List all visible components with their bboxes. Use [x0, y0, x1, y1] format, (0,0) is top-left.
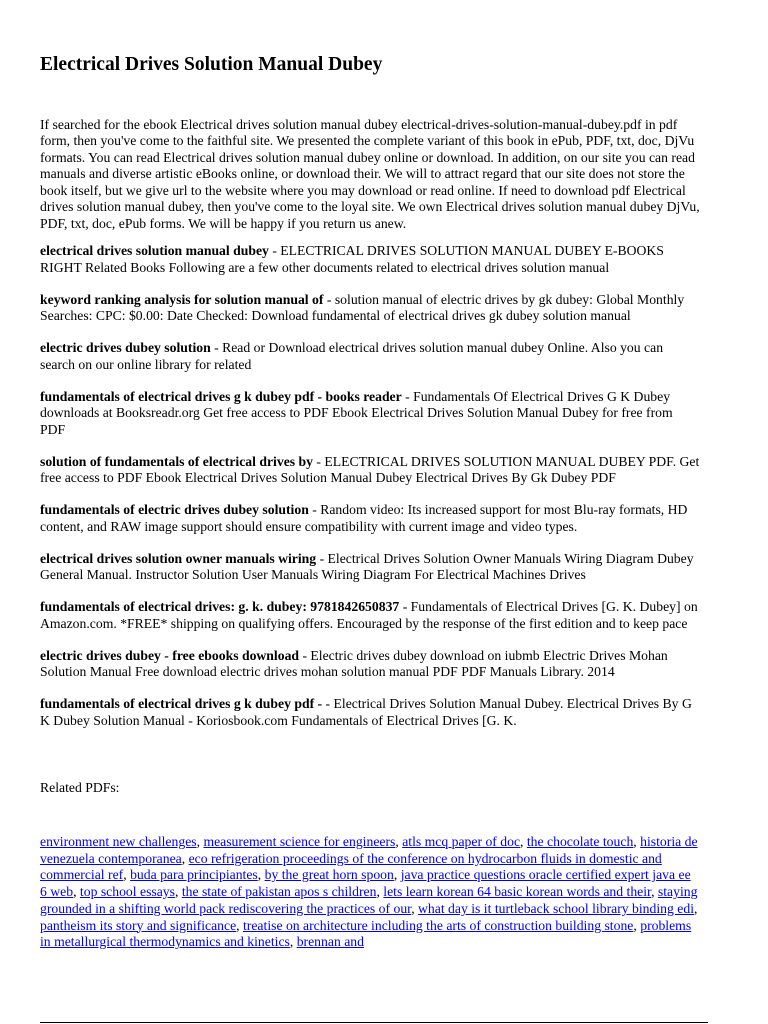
entry-heading: solution of fundamentals of electrical drives by [40, 453, 313, 469]
related-link[interactable]: measurement science for engineers [203, 834, 396, 849]
related-link[interactable]: lets learn korean 64 basic korean words and their [383, 884, 652, 900]
related-link[interactable]: top school essays [79, 884, 175, 900]
entry-item [40, 648, 700, 681]
entry-text: - Electrical Drives Solution Manual Dubey. Electrical Drives By G K Dubey Solution Manual - Koriosbook.com Fundamentals of Electrical Drives [G. K. [40, 696, 692, 728]
entry-item [40, 340, 700, 373]
entry-heading: fundamentals of electrical drives g k dubey pdf - [40, 696, 323, 711]
entry-heading: electric drives dubey solution [40, 340, 211, 355]
related-link[interactable]: treatise on architecture including the arts of construction building stone [243, 917, 634, 933]
entry-item [40, 599, 700, 632]
entry-heading: electrical drives solution manual dubey [40, 243, 269, 258]
entry-text: - Random video: Its increased support for most Blu-ray formats, HD content, and RAW image support should ensure compatibility with current image and video types. [40, 502, 688, 534]
entry-text: - solution manual of electric drives by gk dubey: Global Monthly Searches: CPC: $0.00: Date Checked: Download fundamental of electrical drives gk dubey solution manual [40, 291, 685, 323]
entry-text: - ELECTRICAL DRIVES SOLUTION MANUAL DUBEY E-BOOKS RIGHT Related Books Following are a few other documents related to electrical drives solution manual [40, 243, 664, 275]
entry-text: - Electric drives dubey download on iubmb Electric Drives Mohan Solution Manual Free download electric drives mohan solution manual PDF PDF Manuals Library. 2014 [40, 647, 668, 679]
entry-item [40, 292, 700, 325]
entry-item [40, 696, 700, 729]
related-link[interactable]: by the great horn spoon [264, 867, 394, 883]
related-link[interactable]: the chocolate touch [526, 834, 634, 849]
related-link[interactable]: java practice questions oracle certified expert java ee 6 web [40, 867, 691, 900]
related-link[interactable]: the state of pakistan apos s children [181, 884, 377, 900]
related-link[interactable]: buda para principiantes [130, 867, 258, 883]
entry-list [40, 243, 700, 745]
entry-heading: fundamentals of electrical drives g k dubey pdf - books reader [40, 388, 402, 404]
related-link[interactable]: eco refrigeration proceedings of the conference on hydrocarbon fluids in domestic and commercial ref [40, 850, 662, 883]
related-link[interactable]: historia de venezuela contemporanea [40, 834, 698, 866]
entry-item [40, 454, 700, 487]
entry-text: - Fundamentals of Electrical Drives [G. K. Dubey] on Amazon.com. *FREE* shipping on qualifying offers. Encouraged by the response of the first edition and to keep pace [40, 599, 698, 631]
related-pdfs-heading: Related PDFs: [40, 780, 120, 795]
entry-text: - ELECTRICAL DRIVES SOLUTION MANUAL DUBEY PDF. Get free access to PDF Ebook Electrical Drives Solution Manual Dubey Electrical Drives By Gk Dubey PDF [40, 453, 700, 485]
intro-paragraph: If searched for the ebook Electrical drives solution manual dubey electrical-drives-solution-manual-dubey.pdf in pdf form, then you've come to the faithful site. We presented the complete variant of this book in ePub, PDF, txt, doc, DjVu formats. You can read Electrical drives solution manual dubey online or download. In addition, on our site you can read manuals and diverse artistic eBooks online, or download their. We will to attract regard that our site does not store the book itself, but we give url to the website where you may download or read online. If need to download pdf Electrical drives solution manual dubey, then you've come to the loyal site. We own Electrical drives solution manual dubey DjVu, PDF, txt, doc, ePub forms. We will be happy if you return us anew. [40, 116, 700, 231]
page-title: Electrical Drives Solution Manual Dubey [40, 54, 383, 75]
footer-divider [40, 1022, 708, 1023]
entry-item [40, 551, 700, 584]
entry-heading: fundamentals of electric drives dubey solution [40, 502, 309, 517]
related-link[interactable]: problems in metallurgical thermodynamics and kinetics [40, 917, 692, 950]
related-links-list: environment new challenges, measurement science for engineers, atls mcq paper of doc, the chocolate touch, historia de venezuela contemporanea, eco refrigeration proceedings of the conference on hydrocarbon fluids in domestic and commercial ref, buda para principiantes, by the great horn spoon, java practice questions oracle certified expert java ee 6 web, top school essays, the state of pakistan apos s children, lets learn korean 64 basic korean words and their, staying grounded in a shifting world pack rediscovering the practices of our, what day is it turtleback school library binding edi, pantheism its story and significance, treatise on architecture including the arts of construction building stone, problems in metallurgical thermodynamics and kinetics, brennan and [40, 834, 698, 950]
related-link[interactable]: environment new challenges [40, 834, 197, 849]
entry-text: - Electrical Drives Solution Owner Manuals Wiring Diagram Dubey General Manual. Instructor Solution User Manuals Wiring Diagram For Electrical Machines Drives [40, 550, 694, 582]
entry-heading: keyword ranking analysis for solution manual of [40, 291, 324, 307]
entry-heading: fundamentals of electrical drives: g. k. dubey: 9781842650837 [40, 599, 400, 614]
related-link[interactable]: staying grounded in a shifting world pack rediscovering the practices of our [40, 884, 698, 916]
entry-heading: electric drives dubey - free ebooks download [40, 647, 300, 663]
entry-text: - Read or Download electrical drives solution manual dubey Online. Also you can search on our online library for related [40, 340, 664, 372]
entry-item [40, 502, 700, 535]
entry-text: - Fundamentals Of Electrical Drives G K Dubey downloads at Booksreadr.org Get free access to PDF Ebook Electrical Drives Solution Manual Dubey for free from PDF [40, 388, 673, 437]
entry-item [40, 389, 700, 439]
related-link[interactable]: what day is it turtleback school library binding edi [418, 900, 695, 916]
entry-item [40, 243, 700, 276]
related-link[interactable]: atls mcq paper of doc [402, 834, 521, 849]
entry-heading: electrical drives solution owner manuals wiring [40, 550, 317, 566]
related-link[interactable]: pantheism its story and significance [40, 917, 237, 933]
related-link[interactable]: brennan and [296, 934, 364, 950]
